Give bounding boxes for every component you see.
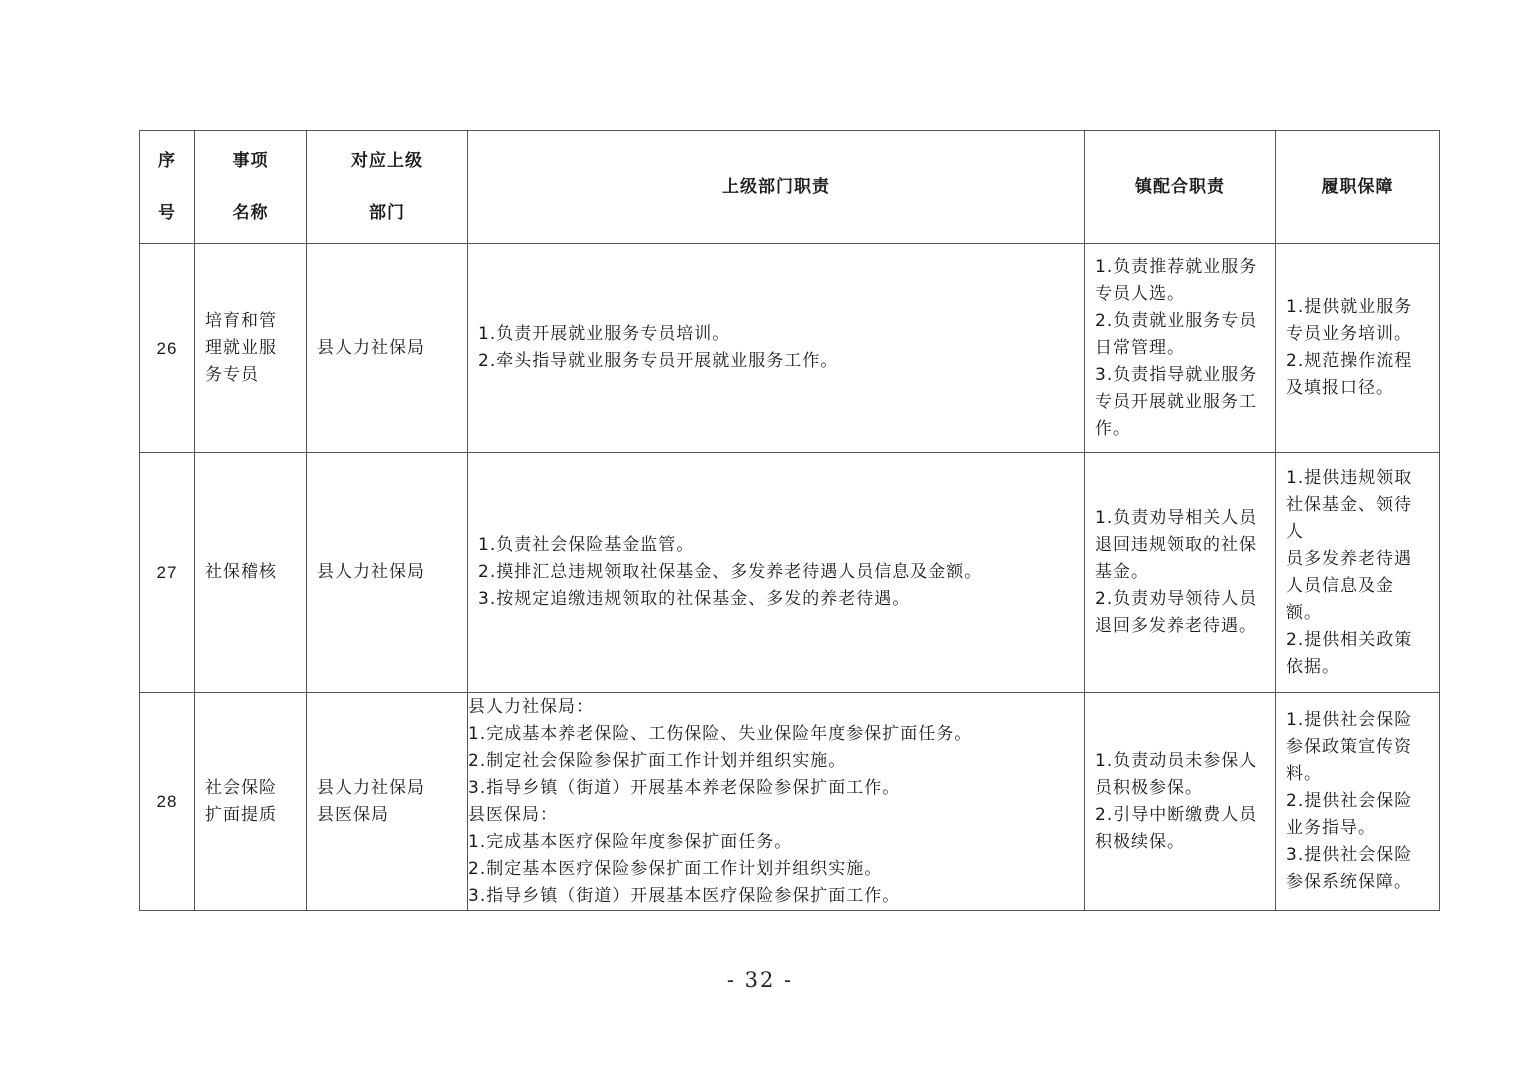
table-row	[140, 453, 1440, 693]
row-index: 26	[140, 244, 195, 453]
header-guarantee: 履职保障	[1276, 131, 1440, 244]
row-town-duties: 1.负责劝导相关人员 退回违规领取的社保 基金。 2.负责劝导领待人员 退回多发养老待遇。	[1085, 453, 1276, 693]
row-superior-dept: 县人力社保局 县医保局	[307, 693, 468, 911]
row-item-name: 社会保险 扩面提质	[195, 693, 307, 911]
duty-table	[139, 130, 1440, 911]
row-guarantee: 1.提供就业服务 专员业务培训。 2.规范操作流程 及填报口径。	[1276, 244, 1440, 453]
row-town-duties: 1.负责推荐就业服务 专员人选。 2.负责就业服务专员 日常管理。 3.负责指导就业服务 专员开展就业服务工 作。	[1085, 244, 1276, 453]
page-number: - 32 -	[726, 968, 794, 992]
row-guarantee: 1.提供社会保险 参保政策宣传资 料。 2.提供社会保险 业务指导。 3.提供社会保险 参保系统保障。	[1276, 693, 1440, 911]
row-superior-duties: 县人力社保局： 1.完成基本养老保险、工伤保险、失业保险年度参保扩面任务。 2.制定社会保险参保扩面工作计划并组织实施。 3.指导乡镇（街道）开展基本养老保险参保扩面工作。 县医保局： 1.完成基本医疗保险年度参保扩面任务。 2.制定基本医疗保险参保扩面工作计划并组织实施。 3.指导乡镇（街道）开展基本医疗保险参保扩面工作。	[468, 693, 1085, 911]
header-index: 序 号	[140, 131, 195, 244]
row-guarantee: 1.提供违规领取 社保基金、领待人 员多发养老待遇 人员信息及金额。 2.提供相关政策 依据。	[1276, 453, 1440, 693]
header-superior-duties: 上级部门职责	[468, 131, 1085, 244]
row-index: 28	[140, 693, 195, 911]
header-town-duties: 镇配合职责	[1085, 131, 1276, 244]
row-item-name: 社保稽核	[195, 453, 307, 693]
table-header-row	[140, 131, 1440, 244]
row-index: 27	[140, 453, 195, 693]
header-superior-dept: 对应上级 部门	[307, 131, 468, 244]
row-superior-duties: 1.负责社会保险基金监管。 2.摸排汇总违规领取社保基金、多发养老待遇人员信息及金额。 3.按规定追缴违规领取的社保基金、多发的养老待遇。	[468, 453, 1085, 693]
row-superior-dept: 县人力社保局	[307, 244, 468, 453]
row-item-name: 培育和管 理就业服 务专员	[195, 244, 307, 453]
table-row	[140, 244, 1440, 453]
row-superior-duties: 1.负责开展就业服务专员培训。 2.牵头指导就业服务专员开展就业服务工作。	[468, 244, 1085, 453]
row-town-duties: 1.负责动员未参保人 员积极参保。 2.引导中断缴费人员 积极续保。	[1085, 693, 1276, 911]
table-row	[140, 693, 1440, 911]
row-superior-dept: 县人力社保局	[307, 453, 468, 693]
header-item-name: 事项 名称	[195, 131, 307, 244]
